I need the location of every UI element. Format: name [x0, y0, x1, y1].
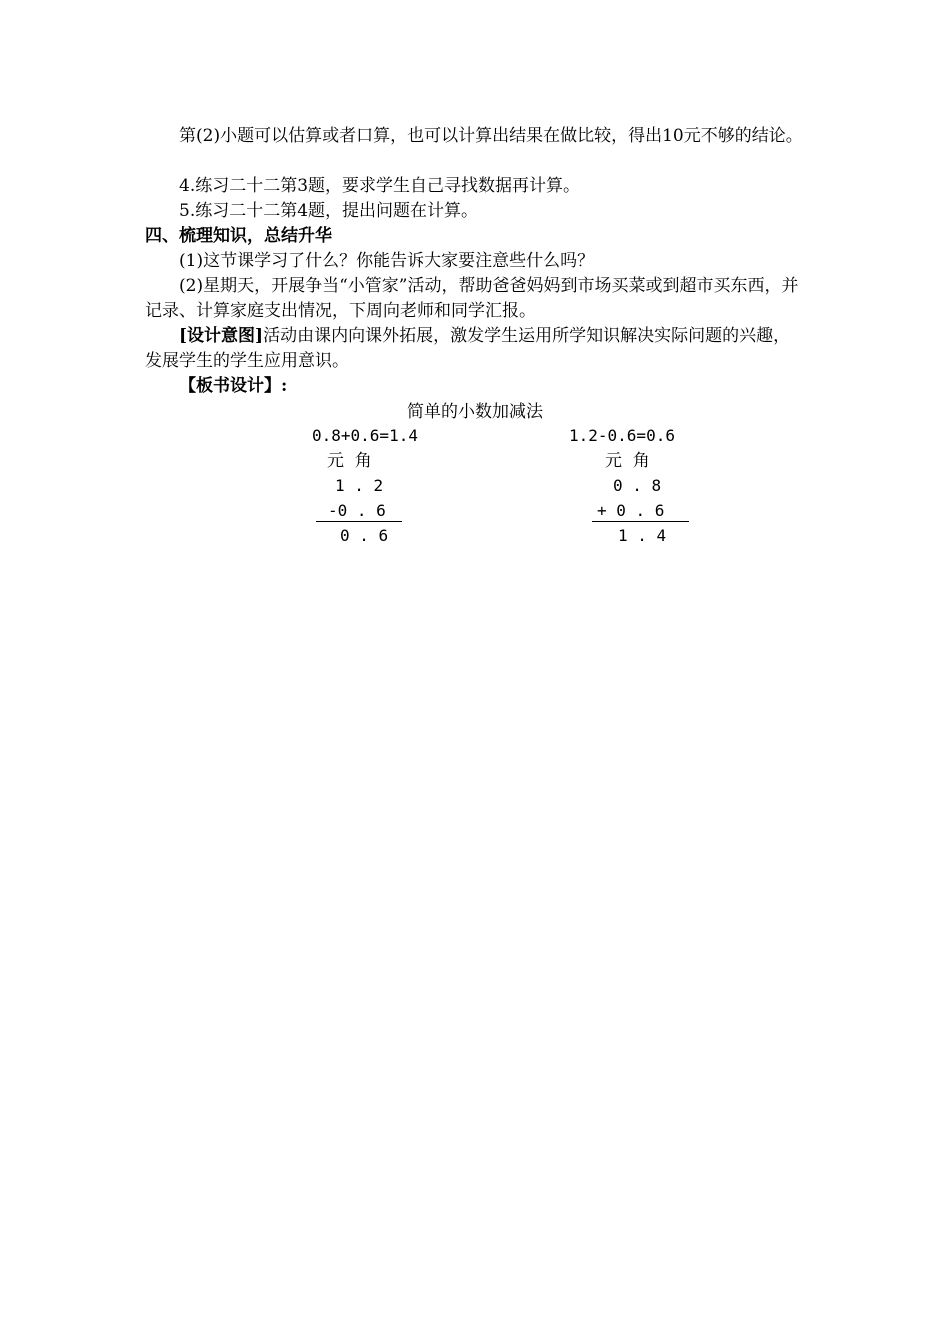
- left-result: 0 . 6: [340, 526, 389, 545]
- design-intent-label: [设计意图]: [179, 326, 264, 346]
- paragraph-question-2: (2)星期天，开展争当“小管家”活动，帮助爸爸妈妈到市场买菜或到超市买东西，并记录、计算家庭支出情况，下周向老师和同学汇报。: [145, 276, 799, 321]
- right-units: 元 角: [605, 451, 650, 471]
- paragraph-estimation: 第(2)小题可以估算或者口算，也可以计算出结果在做比较，得出10元不够的结论。: [179, 126, 803, 146]
- paragraph-question-1: (1)这节课学习了什么？你能告诉大家要注意些什么吗？: [179, 251, 595, 271]
- paragraph-exercise-3: 4.练习二十二第3题，要求学生自己寻找数据再计算。: [179, 176, 581, 196]
- left-top-number: 1 . 2: [335, 476, 384, 495]
- right-divider-line: [592, 521, 689, 522]
- left-subtrahend: -0 . 6: [328, 501, 386, 520]
- left-divider-line: [316, 521, 402, 522]
- paragraph-design-intent: [145, 324, 807, 374]
- section-heading-summary: 四、梳理知识，总结升华: [145, 226, 332, 246]
- left-equation: 0.8+0.6=1.4: [312, 426, 418, 445]
- board-title: 简单的小数加减法: [407, 402, 543, 422]
- design-intent-text: 活动由课内向课外拓展，激发学生运用所学知识解决实际问题的兴趣，发展学生的学生应用意识。: [145, 326, 791, 371]
- right-equation: 1.2-0.6=0.6: [569, 426, 675, 445]
- right-result: 1 . 4: [618, 526, 667, 545]
- board-design-heading: 【板书设计】:: [179, 376, 288, 396]
- right-addend: + 0 . 6: [597, 501, 665, 520]
- paragraph-exercise-4: 5.练习二十二第4题，提出问题在计算。: [179, 201, 479, 221]
- left-units: 元 角: [327, 451, 372, 471]
- right-top-number: 0 . 8: [613, 476, 662, 495]
